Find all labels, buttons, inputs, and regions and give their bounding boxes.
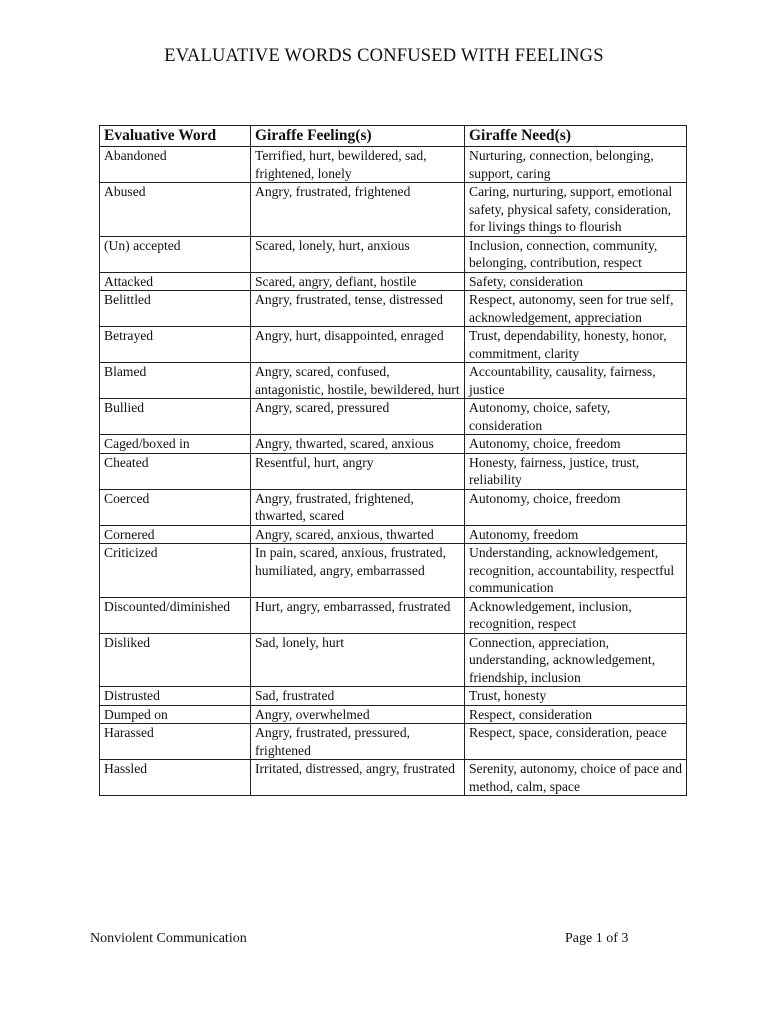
need-cell: Caring, nurturing, support, emotional safety, physical safety, consideration, for livings things to flourish <box>465 183 687 237</box>
feeling-cell: Angry, overwhelmed <box>251 705 465 724</box>
evaluative-word-cell: Dumped on <box>100 705 251 724</box>
table-row <box>100 687 687 706</box>
feeling-cell: Hurt, angry, embarrassed, frustrated <box>251 597 465 633</box>
table-row <box>100 183 687 237</box>
need-cell: Safety, consideration <box>465 272 687 291</box>
need-cell: Trust, honesty <box>465 687 687 706</box>
need-cell: Respect, autonomy, seen for true self, acknowledgement, appreciation <box>465 291 687 327</box>
need-cell: Respect, consideration <box>465 705 687 724</box>
feeling-cell: Sad, lonely, hurt <box>251 633 465 687</box>
need-cell: Autonomy, freedom <box>465 525 687 544</box>
feeling-cell: In pain, scared, anxious, frustrated, humiliated, angry, embarrassed <box>251 544 465 598</box>
evaluative-word-cell: Bullied <box>100 399 251 435</box>
feeling-cell: Angry, frustrated, pressured, frightened <box>251 724 465 760</box>
need-cell: Serenity, autonomy, choice of pace and method, calm, space <box>465 760 687 796</box>
footer-document-name: Nonviolent Communication <box>90 931 247 946</box>
evaluative-word-cell: Distrusted <box>100 687 251 706</box>
table-row <box>100 327 687 363</box>
table-row <box>100 489 687 525</box>
need-cell: Inclusion, connection, community, belonging, contribution, respect <box>465 236 687 272</box>
evaluative-word-cell: Discounted/diminished <box>100 597 251 633</box>
need-cell: Respect, space, consideration, peace <box>465 724 687 760</box>
table-row <box>100 236 687 272</box>
need-cell: Acknowledgement, inclusion, recognition, respect <box>465 597 687 633</box>
feeling-cell: Angry, hurt, disappointed, enraged <box>251 327 465 363</box>
table-row <box>100 525 687 544</box>
need-cell: Connection, appreciation, understanding, acknowledgement, friendship, inclusion <box>465 633 687 687</box>
feeling-cell: Scared, lonely, hurt, anxious <box>251 236 465 272</box>
feeling-cell: Terrified, hurt, bewildered, sad, frightened, lonely <box>251 147 465 183</box>
need-cell: Autonomy, choice, freedom <box>465 435 687 454</box>
table-row <box>100 363 687 399</box>
table-row <box>100 435 687 454</box>
need-cell: Autonomy, choice, safety, consideration <box>465 399 687 435</box>
table-row <box>100 544 687 598</box>
need-cell: Honesty, fairness, justice, trust, reliability <box>465 453 687 489</box>
feeling-cell: Angry, thwarted, scared, anxious <box>251 435 465 454</box>
feeling-cell: Resentful, hurt, angry <box>251 453 465 489</box>
feeling-cell: Angry, scared, anxious, thwarted <box>251 525 465 544</box>
need-cell: Understanding, acknowledgement, recognition, accountability, respectful communication <box>465 544 687 598</box>
evaluative-word-cell: Caged/boxed in <box>100 435 251 454</box>
evaluative-word-cell: Cheated <box>100 453 251 489</box>
table-row <box>100 633 687 687</box>
table-row <box>100 597 687 633</box>
need-cell: Trust, dependability, honesty, honor, commitment, clarity <box>465 327 687 363</box>
evaluative-word-cell: Coerced <box>100 489 251 525</box>
table-row <box>100 705 687 724</box>
feeling-cell: Angry, scared, confused, antagonistic, hostile, bewildered, hurt <box>251 363 465 399</box>
column-header-giraffe-feelings: Giraffe Feeling(s) <box>251 126 465 147</box>
table-row <box>100 724 687 760</box>
feeling-cell: Irritated, distressed, angry, frustrated <box>251 760 465 796</box>
evaluative-words-table <box>99 125 687 796</box>
feeling-cell: Angry, frustrated, tense, distressed <box>251 291 465 327</box>
evaluative-word-cell: Harassed <box>100 724 251 760</box>
evaluative-word-cell: Cornered <box>100 525 251 544</box>
table-row <box>100 399 687 435</box>
table-row <box>100 147 687 183</box>
evaluative-word-cell: Criticized <box>100 544 251 598</box>
table-row <box>100 272 687 291</box>
feeling-cell: Sad, frustrated <box>251 687 465 706</box>
table-header-row <box>100 126 687 147</box>
feeling-cell: Scared, angry, defiant, hostile <box>251 272 465 291</box>
table-row <box>100 453 687 489</box>
table-row <box>100 760 687 796</box>
feeling-cell: Angry, scared, pressured <box>251 399 465 435</box>
page-title: EVALUATIVE WORDS CONFUSED WITH FEELINGS <box>164 46 604 66</box>
feeling-cell: Angry, frustrated, frightened <box>251 183 465 237</box>
evaluative-word-cell: Abandoned <box>100 147 251 183</box>
evaluative-word-cell: Belittled <box>100 291 251 327</box>
need-cell: Autonomy, choice, freedom <box>465 489 687 525</box>
footer-page-number: Page 1 of 3 <box>565 931 629 946</box>
column-header-giraffe-needs: Giraffe Need(s) <box>465 126 687 147</box>
evaluative-word-cell: Attacked <box>100 272 251 291</box>
evaluative-word-cell: Betrayed <box>100 327 251 363</box>
evaluative-word-cell: (Un) accepted <box>100 236 251 272</box>
evaluative-word-cell: Blamed <box>100 363 251 399</box>
table-row <box>100 291 687 327</box>
need-cell: Nurturing, connection, belonging, support, caring <box>465 147 687 183</box>
evaluative-word-cell: Disliked <box>100 633 251 687</box>
column-header-evaluative-word: Evaluative Word <box>100 126 251 147</box>
evaluative-word-cell: Abused <box>100 183 251 237</box>
need-cell: Accountability, causality, fairness, justice <box>465 363 687 399</box>
evaluative-word-cell: Hassled <box>100 760 251 796</box>
feeling-cell: Angry, frustrated, frightened, thwarted, scared <box>251 489 465 525</box>
